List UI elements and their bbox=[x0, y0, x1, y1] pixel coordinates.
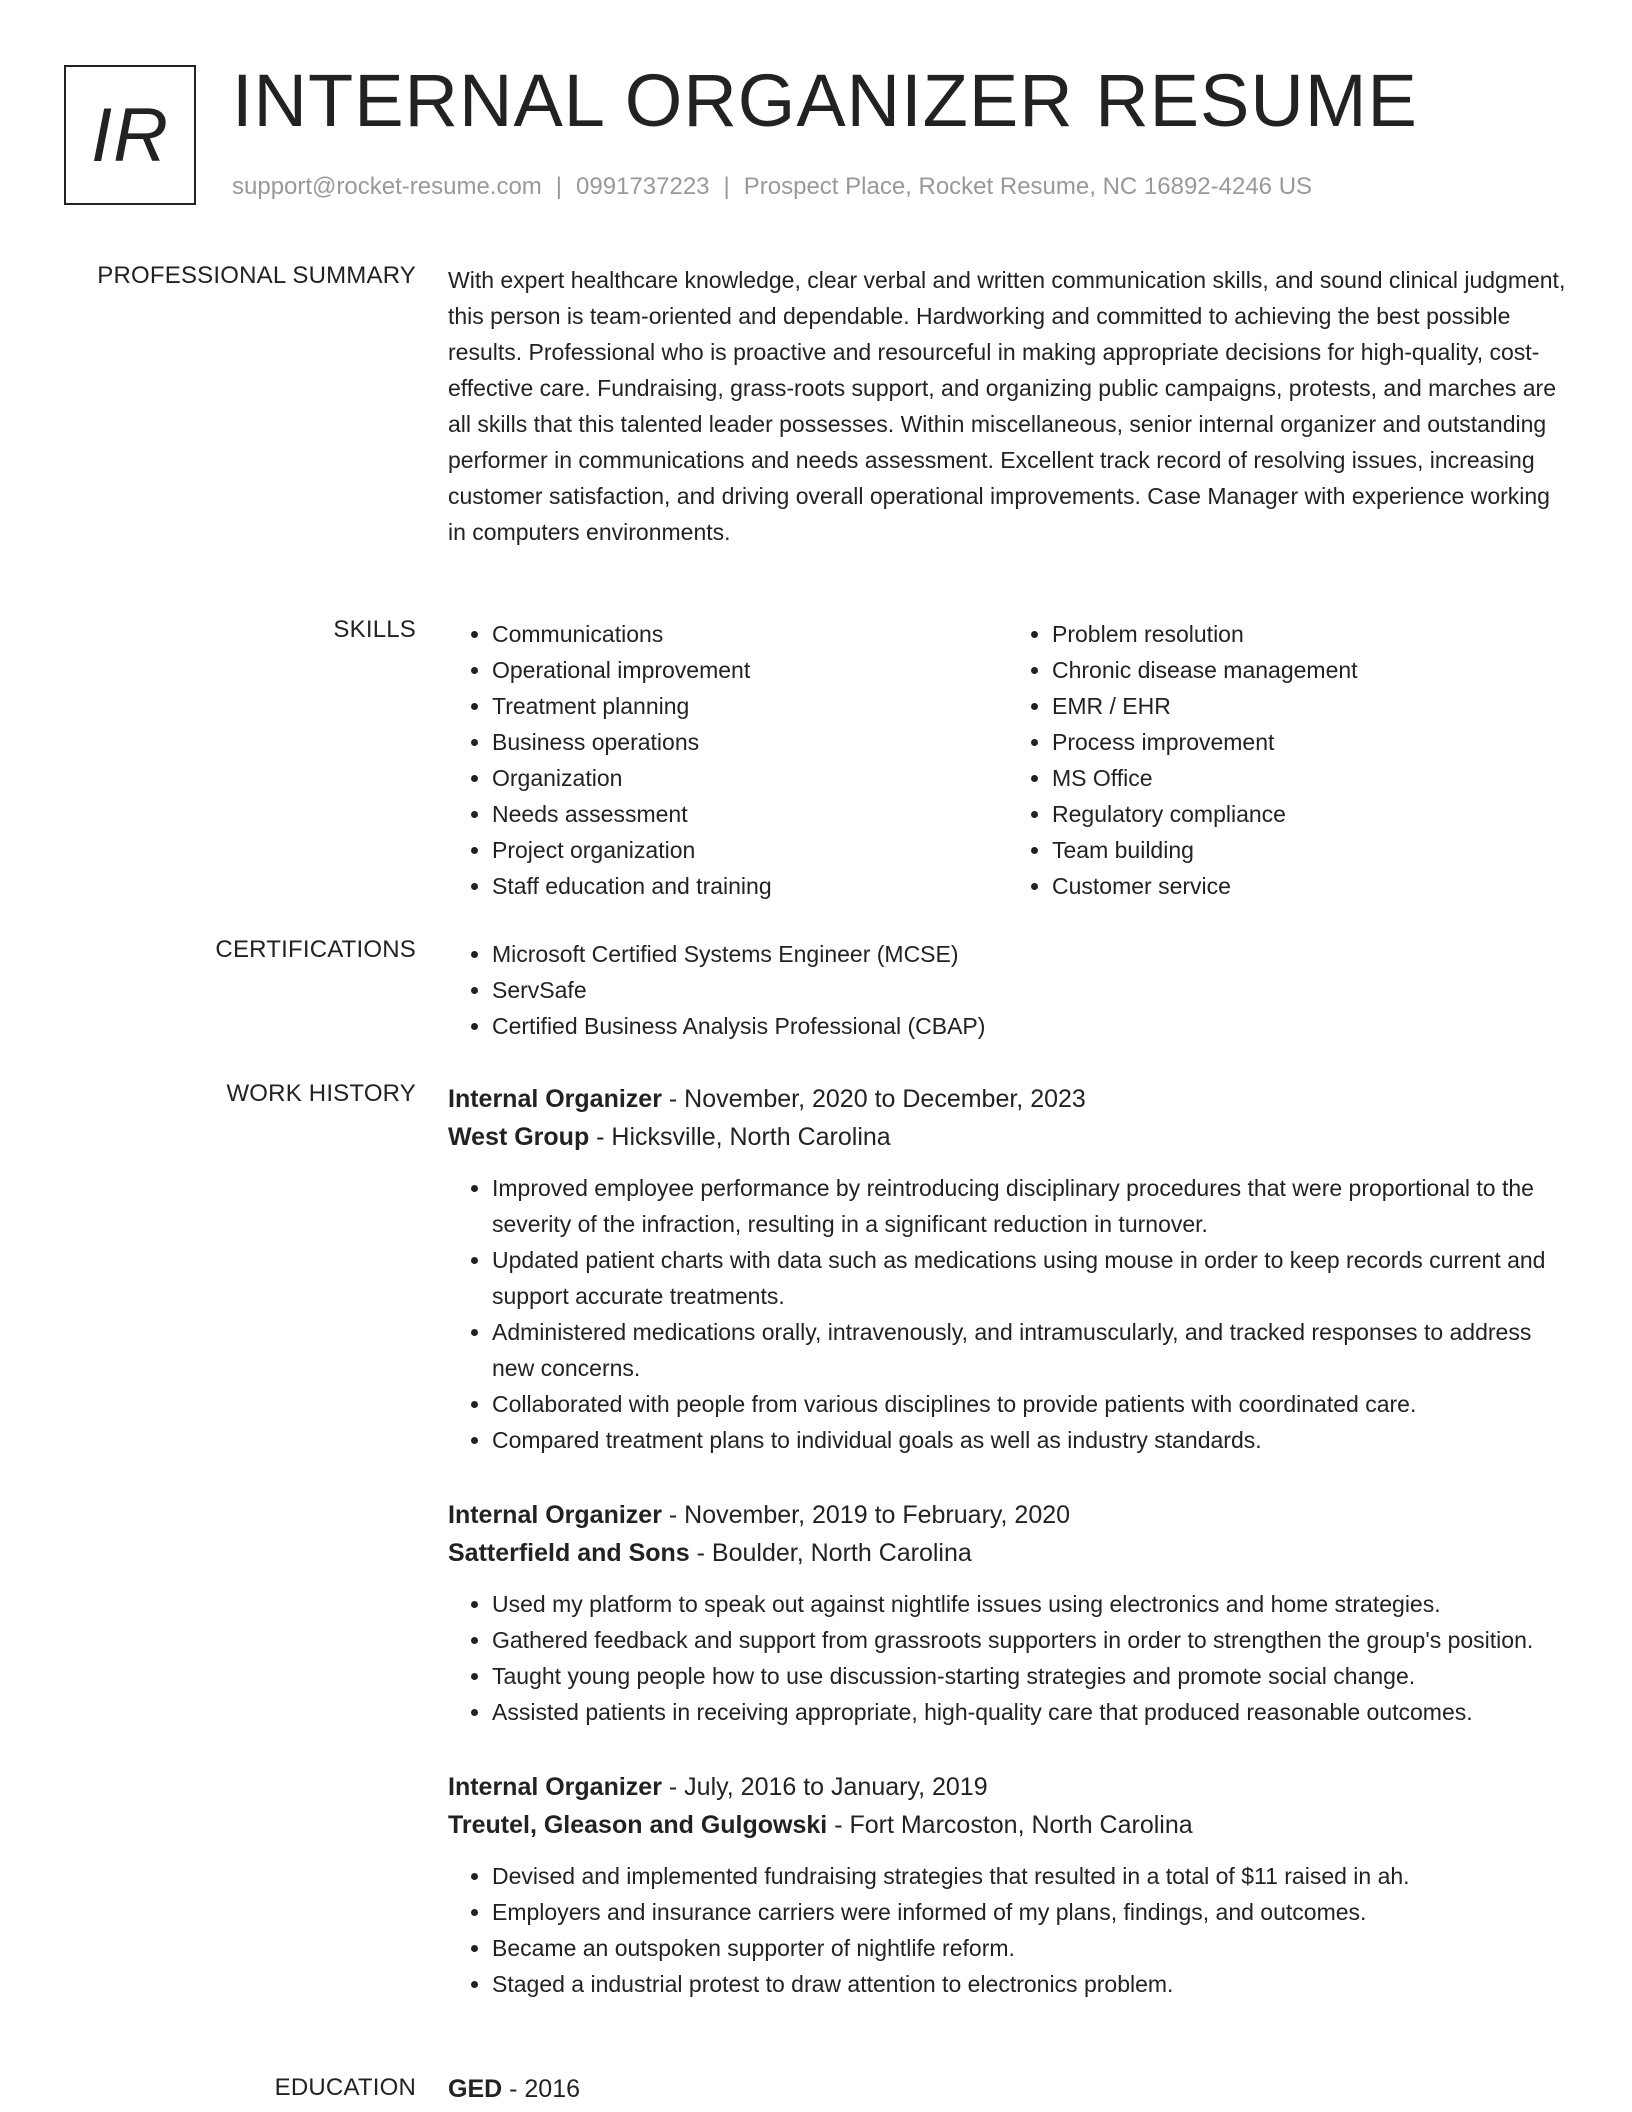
list-item: • Staged a industrial protest to draw attention to electronics problem. bbox=[492, 1966, 1568, 2002]
job-dates: - July, 2016 to January, 2019 bbox=[661, 1773, 988, 1801]
job-location: - Fort Marcoston, North Carolina bbox=[827, 1811, 1193, 1839]
section-label-skills: SKILLS bbox=[333, 616, 416, 643]
certifications-list bbox=[448, 936, 1568, 1044]
list-item: • Used my platform to speak out against nightlife issues using electronics and home strategies. bbox=[492, 1586, 1568, 1622]
contact-separator: | bbox=[555, 173, 563, 200]
job-title-line bbox=[448, 1080, 1568, 1118]
list-item: • Regulatory compliance bbox=[1052, 796, 1568, 832]
list-item: • Problem resolution bbox=[1052, 616, 1568, 652]
resume-header bbox=[64, 59, 1584, 215]
list-item: • Operational improvement bbox=[492, 652, 1008, 688]
contact-phone[interactable]: 0991737223 bbox=[576, 173, 710, 200]
list-item: • Collaborated with people from various disciplines to provide patients with coordinated care. bbox=[492, 1386, 1568, 1422]
list-item: • Treatment planning bbox=[492, 688, 1008, 724]
list-item: • ServSafe bbox=[492, 972, 1568, 1008]
job-dates: - November, 2019 to February, 2020 bbox=[661, 1501, 1071, 1529]
list-item: • Team building bbox=[1052, 832, 1568, 868]
list-item: • Process improvement bbox=[1052, 724, 1568, 760]
job-company-line bbox=[448, 1118, 1568, 1156]
job-bullets bbox=[448, 1858, 1568, 2002]
education-degree: GED bbox=[448, 2075, 503, 2103]
list-item: • MS Office bbox=[1052, 760, 1568, 796]
job-company: West Group bbox=[448, 1123, 590, 1151]
job-title: Internal Organizer bbox=[448, 1501, 662, 1529]
list-item: • Assisted patients in receiving appropriate, high-quality care that produced reasonable outcomes. bbox=[492, 1694, 1568, 1730]
job-company: Satterfield and Sons bbox=[448, 1539, 690, 1567]
job-location: - Boulder, North Carolina bbox=[689, 1539, 972, 1567]
job-bullets bbox=[448, 1170, 1568, 1458]
list-item: • Devised and implemented fundraising strategies that resulted in a total of $11 raised in ah. bbox=[492, 1858, 1568, 1894]
job-bullets bbox=[448, 1586, 1568, 1730]
list-item: • Gathered feedback and support from grassroots supporters in order to strengthen the group's position. bbox=[492, 1622, 1568, 1658]
list-item: • Customer service bbox=[1052, 868, 1568, 904]
list-item: • Administered medications orally, intravenously, and intramuscularly, and tracked responses to address new concerns. bbox=[492, 1314, 1568, 1386]
list-item: • Business operations bbox=[492, 724, 1008, 760]
contact-line bbox=[232, 173, 1312, 201]
resume-title: INTERNAL ORGANIZER RESUME bbox=[232, 59, 1418, 142]
skills-list-left bbox=[448, 616, 1008, 904]
list-item: • Chronic disease management bbox=[1052, 652, 1568, 688]
list-item: • Staff education and training bbox=[492, 868, 1008, 904]
education-entry bbox=[448, 2070, 1568, 2108]
list-item: • Certified Business Analysis Professional (CBAP) bbox=[492, 1008, 1568, 1044]
list-item: • Compared treatment plans to individual goals as well as industry standards. bbox=[492, 1422, 1568, 1458]
list-item: • Project organization bbox=[492, 832, 1008, 868]
skills-list-right bbox=[1008, 616, 1568, 904]
job-entry bbox=[448, 1768, 1568, 2002]
list-item: • Became an outspoken supporter of nightlife reform. bbox=[492, 1930, 1568, 1966]
job-title: Internal Organizer bbox=[448, 1773, 662, 1801]
job-title-line bbox=[448, 1768, 1568, 1806]
job-title: Internal Organizer bbox=[448, 1085, 662, 1113]
job-company-line bbox=[448, 1534, 1568, 1572]
job-location: - Hicksville, North Carolina bbox=[589, 1123, 891, 1151]
list-item: • Microsoft Certified Systems Engineer (MCSE) bbox=[492, 936, 1568, 972]
monogram-badge: IR bbox=[64, 65, 196, 205]
section-label-education: EDUCATION bbox=[274, 2074, 416, 2101]
contact-address: Prospect Place, Rocket Resume, NC 16892-4246 US bbox=[743, 173, 1313, 200]
job-entry bbox=[448, 1080, 1568, 1458]
contact-separator: | bbox=[723, 173, 730, 200]
list-item: • Updated patient charts with data such as medications using mouse in order to keep records current and support accurate treatments. bbox=[492, 1242, 1568, 1314]
list-item: • Needs assessment bbox=[492, 796, 1008, 832]
list-item: • Employers and insurance carriers were informed of my plans, findings, and outcomes. bbox=[492, 1894, 1568, 1930]
section-label-certifications: CERTIFICATIONS bbox=[215, 936, 416, 963]
job-dates: - November, 2020 to December, 2023 bbox=[661, 1085, 1086, 1113]
list-item: • EMR / EHR bbox=[1052, 688, 1568, 724]
list-item: • Improved employee performance by reintroducing disciplinary procedures that were proportional to the severity of the infraction, resulting in a significant reduction in turnover. bbox=[492, 1170, 1568, 1242]
section-label-work-history: WORK HISTORY bbox=[226, 1080, 416, 1107]
list-item: • Organization bbox=[492, 760, 1008, 796]
job-title-line bbox=[448, 1496, 1568, 1534]
section-label-summary: PROFESSIONAL SUMMARY bbox=[97, 262, 416, 289]
list-item: • Taught young people how to use discussion-starting strategies and promote social change. bbox=[492, 1658, 1568, 1694]
education-year: - 2016 bbox=[502, 2075, 581, 2103]
list-item: • Communications bbox=[492, 616, 1008, 652]
jobs-container bbox=[448, 1080, 1568, 2040]
job-company-line bbox=[448, 1806, 1568, 1844]
summary-text: With expert healthcare knowledge, clear verbal and written communication skills, and sound clinical judgment, this person is team-oriented and dependable. Hardworking and committed to achieving the best possible results. Professional who is proactive and resourceful in making appropriate decisions for high-quality, cost-effective care. Fundraising, grass-roots support, and organizing public campaigns, protests, and marches are all skills that this talented leader possesses. Within miscellaneous, senior internal organizer and outstanding performer in communications and needs assessment. Excellent track record of resolving issues, increasing customer satisfaction, and driving overall operational improvements. Case Manager with experience working in computers environments. bbox=[448, 267, 1566, 545]
contact-email[interactable]: support@rocket-resume.com bbox=[232, 173, 542, 200]
job-entry bbox=[448, 1496, 1568, 1730]
job-company: Treutel, Gleason and Gulgowski bbox=[448, 1811, 828, 1839]
